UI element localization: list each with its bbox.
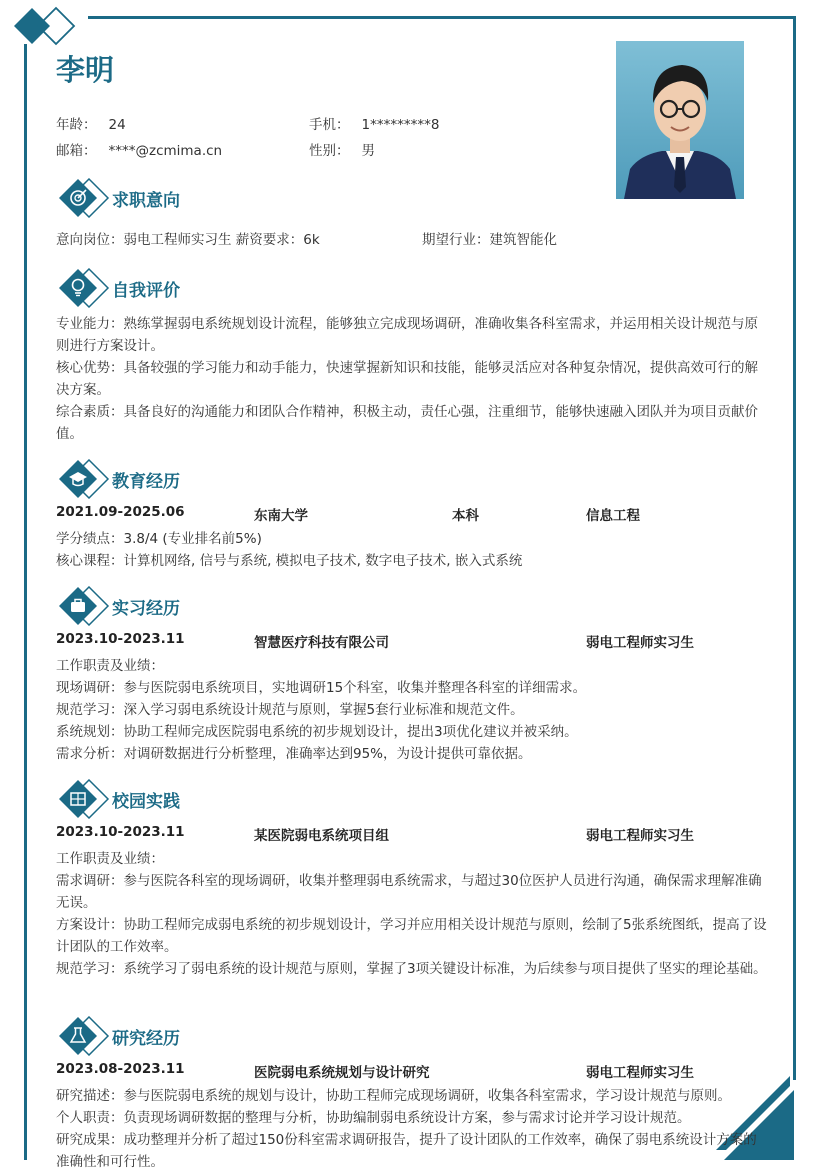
campus-row [56,824,768,846]
phone-label: 手机： [309,117,350,133]
internship-row [56,631,768,653]
lightbulb-icon [58,268,110,308]
section-title: 求职意向 [112,190,180,211]
research-period: 2023.08-2023.11 [56,1061,185,1077]
profile-photo [616,41,744,199]
internship-line: 规范学习：深入学习弱电系统设计规范与原则，掌握5套行业标准和规范文件。 [56,702,524,718]
section-title: 校园实践 [112,791,180,812]
research-role: 弱电工程师实习生 [586,1065,694,1081]
building-icon [58,779,110,819]
research-paragraph: 研究成果：成功整理并分析了超过150份科室需求调研报告，提升了设计团队的工作效率，确保了弱电系统设计方案的准确性和可行性。 [56,1132,757,1170]
gender-label: 性别： [309,143,350,159]
section-title: 自我评价 [112,280,180,301]
graduation-cap-icon [58,459,110,499]
section-header-self-eval [58,268,180,308]
intention-line [56,229,768,251]
section-header-intention [58,178,180,218]
phone-value: 1*********8 [361,117,440,133]
internship-line: 工作职责及业绩： [56,658,164,674]
self-eval-paragraph: 专业能力：熟练掌握弱电系统规划设计流程，能够独立完成现场调研，准确收集各科室需求，并运用相关设计规范与原则进行方案设计。 [56,316,758,354]
age-label: 年龄： [56,117,97,133]
intention-industry: 期望行业：建筑智能化 [422,232,557,248]
internship-line: 系统规划：协助工程师完成医院弱电系统的初步规划设计，提出3项优化建议并被采纳。 [56,724,578,740]
briefcase-icon [58,586,110,626]
section-header-research [58,1016,180,1056]
section-header-education [58,459,180,499]
resume-name: 李明 [56,53,115,87]
education-degree: 本科 [452,508,479,524]
email-value: ****@zcmima.cn [108,143,223,159]
intention-salary: 薪资要求：6k [235,232,320,248]
intention-position: 意向岗位：弱电工程师实习生 [56,232,232,248]
research-row [56,1061,768,1083]
campus-paragraph: 方案设计：协助工程师完成弱电系统的初步规划设计，学习并应用相关设计规范与原则，绘制了5张系统图纸，提高了设计团队的工作效率。 [56,917,767,955]
section-header-campus [58,779,180,819]
education-row [56,504,768,526]
corner-diamond-decoration [12,6,92,46]
research-paragraph: 个人职责：负责现场调研数据的整理与分析，协助编制弱电系统设计方案，参与需求讨论并学习设计规范。 [56,1110,691,1126]
education-school: 东南大学 [254,508,308,524]
education-gpa: 学分绩点：3.8/4 (专业排名前5%) [56,531,262,547]
section-header-internship [58,586,180,626]
gender-info [309,139,375,159]
frame-right-line [793,16,796,1080]
internship-period: 2023.10-2023.11 [56,631,185,647]
frame-top-line [88,16,796,19]
frame-left-line [24,44,27,1160]
phone-info [309,113,439,133]
target-icon [58,178,110,218]
internship-role: 弱电工程师实习生 [586,635,694,651]
campus-role: 弱电工程师实习生 [586,828,694,844]
campus-paragraph: 需求调研：参与医院各科室的现场调研，收集并整理弱电系统需求，与超过30位医护人员进行沟通，确保需求理解准确无误。 [56,873,762,911]
age-info [56,113,126,133]
flask-icon [58,1016,110,1056]
education-period: 2021.09-2025.06 [56,504,185,520]
email-label: 邮箱： [56,143,97,159]
section-title: 研究经历 [112,1028,180,1049]
campus-paragraph: 规范学习：系统学习了弱电系统的设计规范与原则，掌握了3项关键设计标准，为后续参与项目提供了坚实的理论基础。 [56,961,767,977]
internship-company: 智慧医疗科技有限公司 [254,635,389,651]
internship-line: 现场调研：参与医院弱电系统项目，实地调研15个科室，收集并整理各科室的详细需求。 [56,680,587,696]
internship-line: 需求分析：对调研数据进行分析整理，准确率达到95%，为设计提供可靠依据。 [56,746,532,762]
campus-paragraph: 工作职责及业绩： [56,851,164,867]
section-title: 教育经历 [112,471,180,492]
email-info [56,139,222,159]
education-major: 信息工程 [586,508,640,524]
section-title: 实习经历 [112,598,180,619]
education-courses: 核心课程：计算机网络, 信号与系统, 模拟电子技术, 数字电子技术, 嵌入式系统 [56,553,523,569]
research-paragraph: 研究描述：参与医院弱电系统的规划与设计，协助工程师完成现场调研，收集各科室需求，学习设计规范与原则。 [56,1088,731,1104]
self-eval-paragraph: 核心优势：具备较强的学习能力和动手能力，快速掌握新知识和技能，能够灵活应对各种复杂情况，提供高效可行的解决方案。 [56,360,758,398]
self-eval-paragraph: 综合素质：具备良好的沟通能力和团队合作精神，积极主动，责任心强，注重细节，能够快速融入团队并为项目贡献价值。 [56,404,758,442]
gender-value: 男 [361,143,375,159]
campus-period: 2023.10-2023.11 [56,824,185,840]
campus-org: 某医院弱电系统项目组 [254,828,389,844]
age-value: 24 [108,117,126,133]
research-project: 医院弱电系统规划与设计研究 [254,1065,430,1081]
